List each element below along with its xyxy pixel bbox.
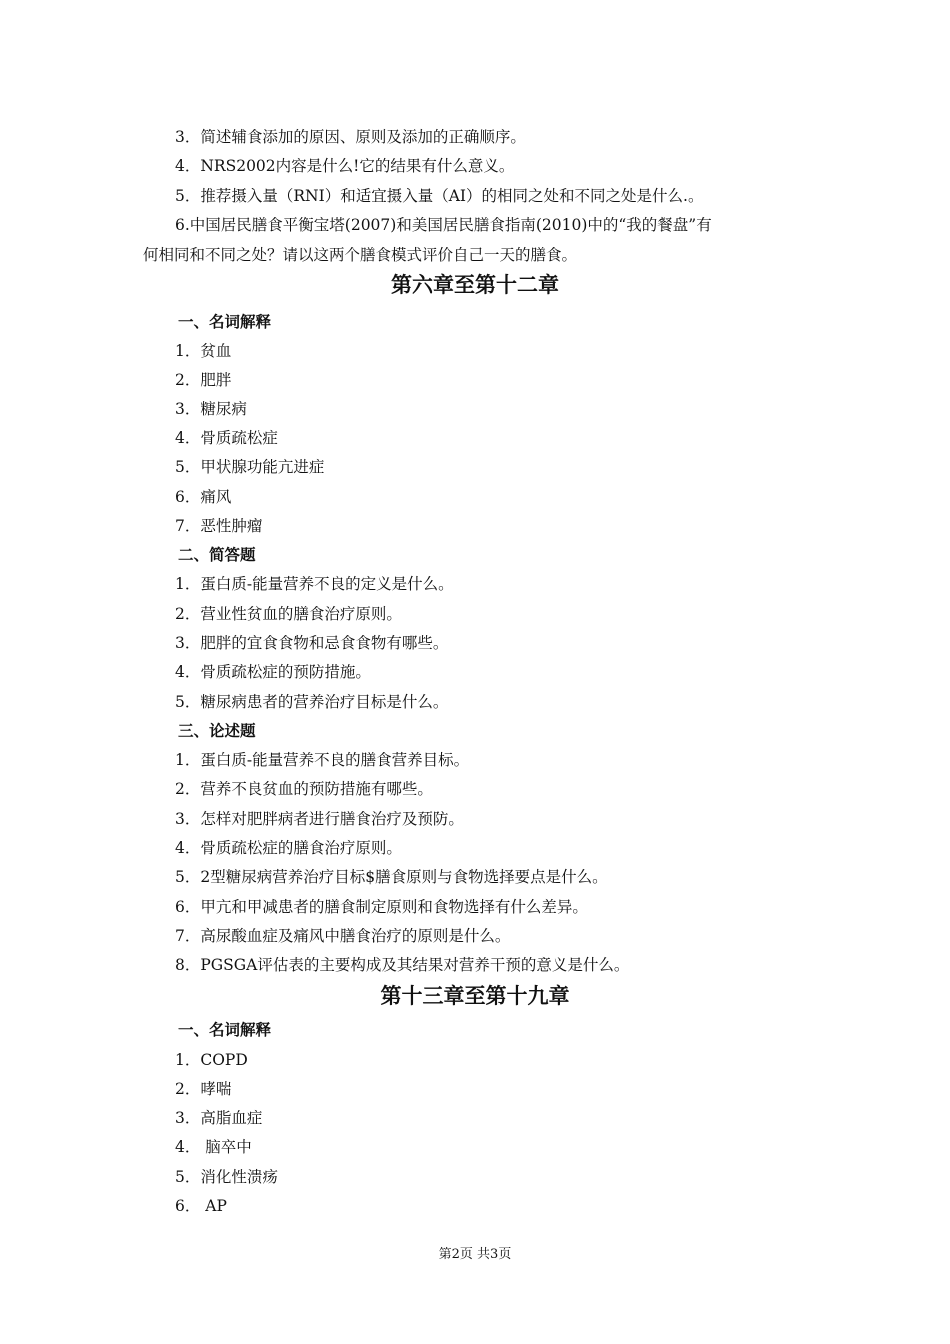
list-item: 6．痛风 xyxy=(175,488,232,506)
section-heading: 一、名词解释 xyxy=(178,313,272,331)
chapter-title: 第十三章至第十九章 xyxy=(380,984,570,1008)
list-item: 6． AP xyxy=(175,1197,227,1215)
list-item: 1．贫血 xyxy=(175,342,232,360)
section-heading: 二、简答题 xyxy=(178,546,256,564)
chapter-title: 第六章至第十二章 xyxy=(391,273,559,297)
list-item: 6．甲亢和甲减患者的膳食制定原则和食物选择有什么差异。 xyxy=(175,898,588,916)
list-item: 7．高尿酸血症及痛风中膳食治疗的原则是什么。 xyxy=(175,927,511,945)
list-item: 5．消化性溃疡 xyxy=(175,1168,278,1186)
question-5: 5．推荐摄入量（RNI）和适宜摄入量（AI）的相同之处和不同之处是什么.。 xyxy=(175,187,704,205)
section-heading: 一、名词解释 xyxy=(178,1021,272,1039)
list-item: 2．营养不良贫血的预防措施有哪些。 xyxy=(175,780,433,798)
list-item: 3．糖尿病 xyxy=(175,400,247,418)
list-item: 1．COPD xyxy=(175,1051,248,1069)
question-3: 3．简述辅食添加的原因、原则及添加的正确顺序。 xyxy=(175,128,526,146)
list-item: 5．糖尿病患者的营养治疗目标是什么。 xyxy=(175,693,449,711)
list-item: 1．蛋白质-能量营养不良的膳食营养目标。 xyxy=(175,751,470,769)
list-item: 2．营业性贫血的膳食治疗原则。 xyxy=(175,605,402,623)
list-item: 3．怎样对肥胖病者进行膳食治疗及预防。 xyxy=(175,810,464,828)
list-item: 7．恶性肿瘤 xyxy=(175,517,263,535)
list-item: 8．PGSGA评估表的主要构成及其结果对营养干预的意义是什么。 xyxy=(175,956,630,974)
list-item: 4．骨质疏松症的膳食治疗原则。 xyxy=(175,839,402,857)
list-item: 4． 脑卒中 xyxy=(175,1138,252,1156)
question-6-continued: 何相同和不同之处？请以这两个膳食模式评价自己一天的膳食。 xyxy=(143,246,578,264)
list-item: 4．骨质疏松症 xyxy=(175,429,278,447)
list-item: 2．哮喘 xyxy=(175,1080,232,1098)
question-6: 6.中国居民膳食平衡宝塔(2007)和美国居民膳食指南(2010)中的“我的餐盘”有 xyxy=(175,216,712,234)
list-item: 1．蛋白质-能量营养不良的定义是什么。 xyxy=(175,575,454,593)
section-heading: 三、论述题 xyxy=(178,722,256,740)
list-item: 5．2型糖尿病营养治疗目标$膳食原则与食物选择要点是什么。 xyxy=(175,868,608,886)
list-item: 2．肥胖 xyxy=(175,371,232,389)
list-item: 5．甲状腺功能亢进症 xyxy=(175,458,325,476)
list-item: 3．肥胖的宜食食物和忌食食物有哪些。 xyxy=(175,634,449,652)
page-number-footer: 第2页 共3页 xyxy=(438,1247,512,1262)
list-item: 4．骨质疏松症的预防措施。 xyxy=(175,663,371,681)
list-item: 3．高脂血症 xyxy=(175,1109,263,1127)
question-4: 4．NRS2002内容是什么!它的结果有什么意义。 xyxy=(175,157,515,175)
